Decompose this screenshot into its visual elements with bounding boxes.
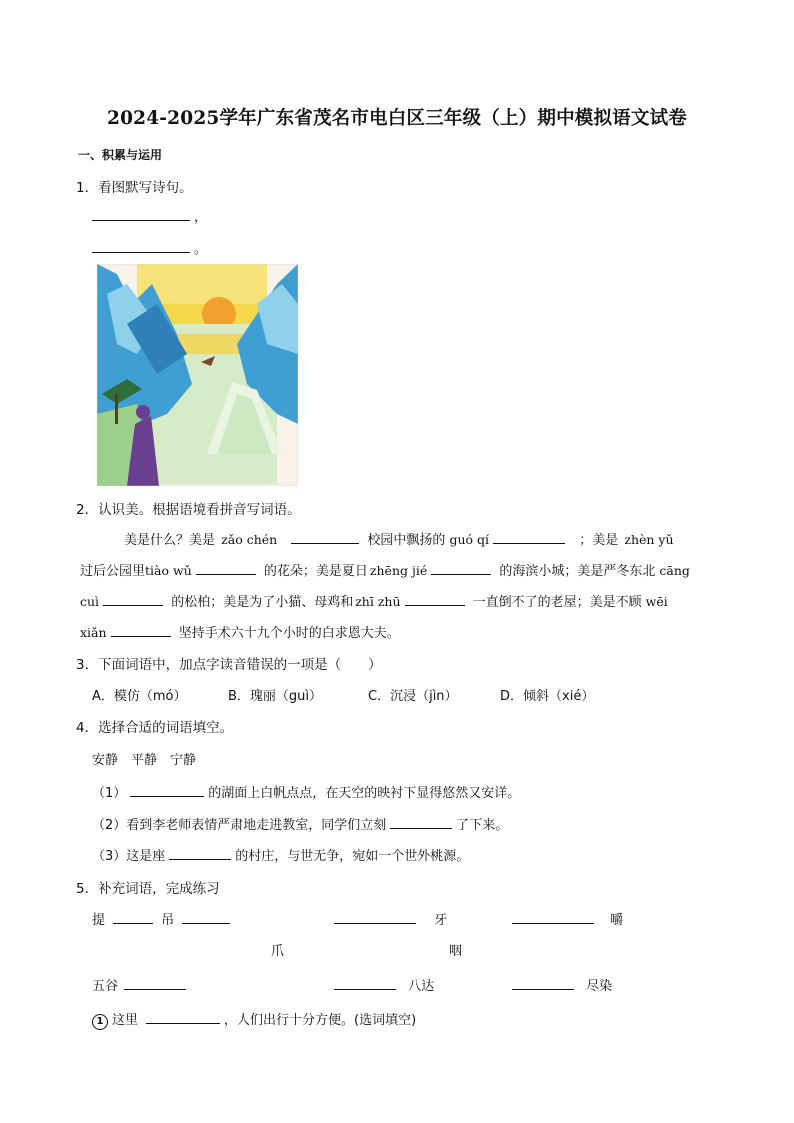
q2-line-3: cuì 的松柏；美是为了小猫、母鸡和 zhī zhū 一直倒不了的老屋；美是不顾 wēi (80, 591, 668, 610)
q2-blank-5[interactable] (103, 591, 163, 606)
q5-blank-8[interactable] (146, 1009, 220, 1024)
q5-subquestion-1: 1 这里 ，人们出行十分方便。(选词填空) (92, 1009, 416, 1030)
q1-answer-line-1: ， (92, 206, 207, 225)
q3-option-a[interactable]: A．模仿（mó） (92, 689, 187, 704)
q2-blank-1[interactable] (291, 529, 359, 544)
q5-blank-4[interactable] (512, 909, 594, 924)
q4-sentence-1: （1） 的湖面上白帆点点，在天空的映衬下显得悠然又安详。 (92, 782, 520, 801)
q4-sentence-3: （3）这是座 的村庄，与世无争，宛如一个世外桃源。 (92, 845, 469, 864)
q2-blank-6[interactable] (405, 591, 465, 606)
question-1-stem: 1．看图默写诗句。 (76, 180, 193, 196)
q2-blank-2[interactable] (493, 529, 565, 544)
q5-word-1-tail: 爪 (271, 944, 285, 959)
section-heading: 一、积累与运用 (78, 148, 163, 162)
q5-word-4: 五谷 (92, 975, 190, 994)
question-4-stem: 4．选择合适的词语填空。 (76, 720, 234, 736)
q1-blank-2[interactable] (92, 238, 190, 253)
q4-sentence-2: （2）看到李老师表情严肃地走进教室，同学们立刻 了下来。 (92, 814, 508, 833)
q3-option-d[interactable]: D．倾斜（xié） (500, 689, 595, 704)
q5-blank-2[interactable] (182, 909, 230, 924)
q2-line-2: 过后公园里tiào wǔ 的花朵；美是夏日 zhēng jié 的海滨小城；美是严冬东北 cāng (80, 560, 690, 579)
q5-word-1: 提 吊 (92, 909, 234, 928)
q2-line-1: 美是什么？美是 zǎo chén 校园中飘扬的 guó qí ；美是 zhèn yǔ (124, 529, 674, 548)
q5-word-2-tail: 咽 (449, 944, 463, 959)
q5-blank-7[interactable] (512, 975, 574, 990)
q4-blank-1[interactable] (130, 782, 204, 797)
page-title: 2024-2025学年广东省茂名市电白区三年级（上）期中模拟语文试卷 (107, 108, 687, 129)
q3-option-b[interactable]: B．瑰丽（guì） (228, 689, 323, 704)
q4-blank-2[interactable] (390, 814, 452, 829)
q5-blank-3[interactable] (334, 909, 416, 924)
q5-blank-5[interactable] (124, 975, 186, 990)
q2-blank-7[interactable] (111, 622, 171, 637)
q2-blank-4[interactable] (431, 560, 491, 575)
q5-word-5: 八达 (334, 975, 434, 994)
circled-number: 1 (92, 1014, 108, 1030)
q4-word-bank: 安静 平静 宁静 (92, 753, 197, 768)
q4-blank-3[interactable] (169, 845, 231, 860)
q1-answer-line-2: 。 (92, 238, 207, 257)
question-3-stem: 3．下面词语中，加点字读音错误的一项是（ ） (76, 657, 382, 673)
q5-blank-6[interactable] (334, 975, 396, 990)
question-2-stem: 2．认识美。根据语境看拼音写词语。 (76, 502, 301, 518)
q5-word-6: 尽染 (512, 975, 612, 994)
q1-blank-1[interactable] (92, 206, 190, 221)
q5-word-2: 牙 (334, 909, 447, 928)
question-5-stem: 5．补充词语，完成练习 (76, 881, 220, 897)
q5-blank-1[interactable] (113, 909, 153, 924)
q2-blank-3[interactable] (196, 560, 256, 575)
q5-word-3: 嚼 (512, 909, 623, 928)
q2-line-4: xiǎn 坚持手术六十九个小时的白求恩大夫。 (80, 622, 400, 641)
landscape-painting-icon (97, 264, 298, 486)
q3-option-c[interactable]: C．沉浸（jìn） (368, 689, 458, 704)
